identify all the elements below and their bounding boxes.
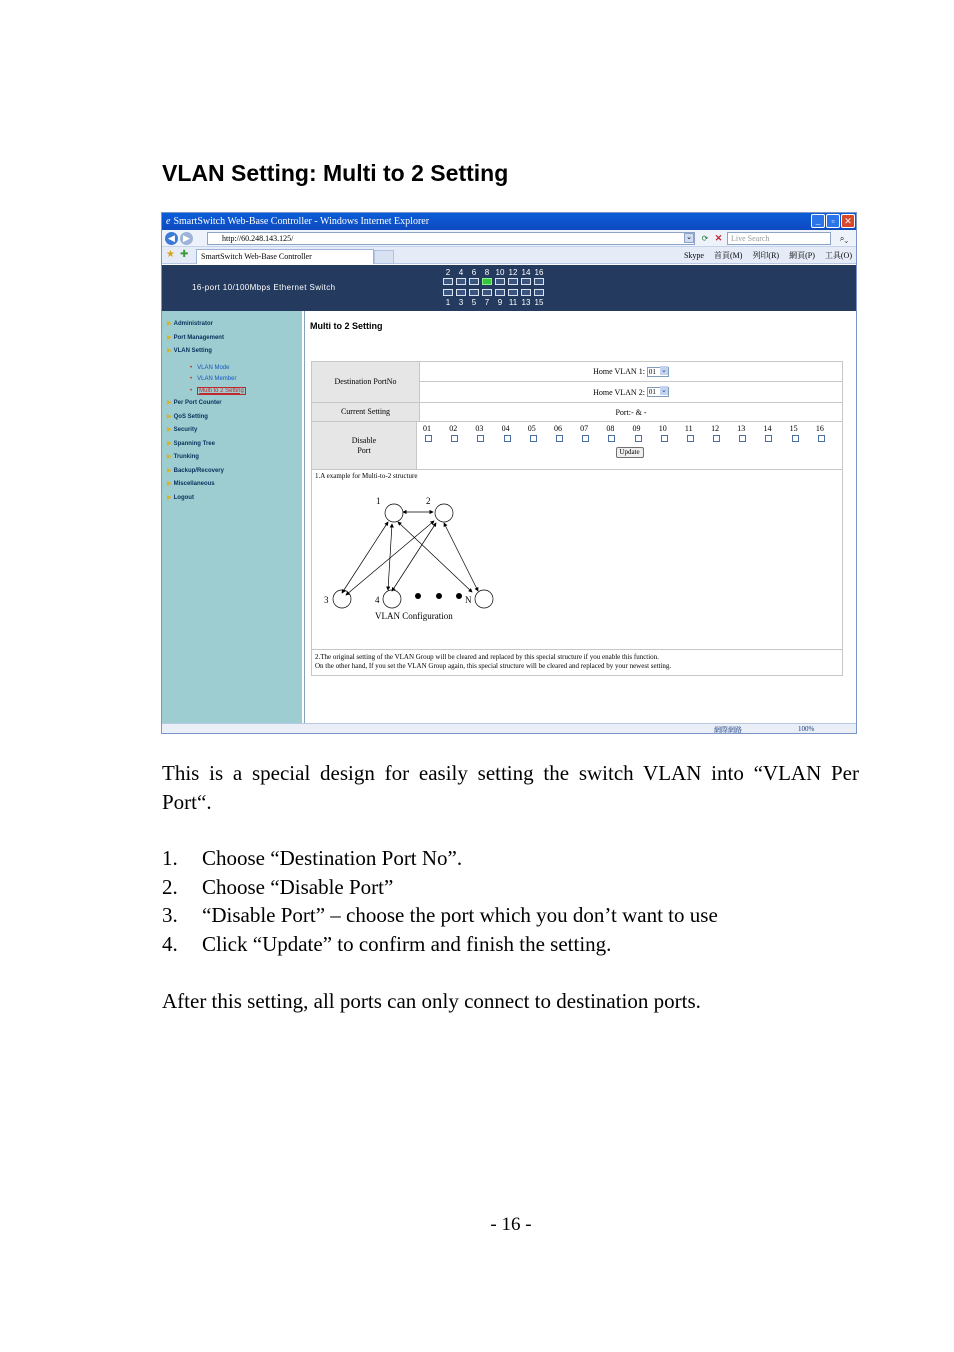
port-label: 03 [475, 424, 484, 433]
port-label: 09 [632, 424, 641, 433]
link-2-n [444, 523, 478, 591]
maximize-button[interactable]: ▫ [826, 214, 840, 228]
port-label: 04 [501, 424, 510, 433]
home-vlan1-label: Home VLAN 1: [593, 367, 645, 376]
intro-paragraph: This is a special design for easily setting the switch VLAN into “VLAN Per Port“. [162, 761, 859, 814]
port-led [534, 278, 544, 285]
port-label: 10 [658, 424, 667, 433]
home-vlan2-label: Home VLAN 2: [593, 387, 645, 397]
disable-port-cell [502, 424, 528, 442]
disable-port-cell [606, 424, 632, 442]
bullet-icon: • [190, 376, 193, 382]
port-led [482, 278, 492, 285]
sidebar-subitem[interactable] [190, 364, 229, 372]
port-number-bottom: 1 [445, 298, 451, 307]
port-label: 06 [553, 424, 562, 433]
sidebar-item[interactable] [167, 320, 213, 328]
step-item [162, 930, 718, 959]
port-label: 15 [789, 424, 798, 433]
favorites-star-icon[interactable]: ★ [166, 249, 175, 260]
sidebar-label: Security [173, 427, 198, 433]
arrow-icon: ▶ [167, 427, 172, 433]
node-2 [435, 504, 453, 522]
ie-icon: e [166, 216, 171, 227]
sidebar-label: Port Management [173, 334, 224, 341]
sidebar-item[interactable] [167, 426, 197, 434]
arrow-icon: ▶ [167, 494, 172, 501]
disable-port-cell [711, 424, 737, 442]
ellipsis-dot [436, 593, 442, 599]
port-label: 12 [711, 424, 720, 433]
closing-paragraph: After this setting, all ports can only connect to destination ports. [162, 989, 701, 1013]
tab-smartswitch[interactable]: SmartSwitch Web-Base Controller [196, 249, 374, 264]
new-tab-button[interactable] [374, 250, 394, 264]
home-vlan2-select[interactable]: 01 ⌄ [647, 387, 669, 397]
port-number-bottom: 9 [497, 298, 503, 307]
sidebar-item[interactable] [167, 334, 224, 342]
port-label: 02 [449, 424, 458, 433]
disable-port-cell [423, 424, 449, 442]
disable-port-cell [449, 424, 475, 442]
arrow-icon: ▶ [167, 400, 172, 406]
browser-screenshot [161, 212, 857, 734]
sidebar-sublabel: VLAN Mode [197, 364, 230, 371]
sidebar-item[interactable] [167, 494, 194, 502]
node-label-1: 1 [376, 496, 381, 506]
port-led [469, 278, 479, 285]
step-text: “Disable Port” – choose the port which you don’t want to use [202, 903, 718, 927]
step-item [162, 844, 718, 873]
port-label: 16 [815, 424, 824, 433]
sidebar-subitem[interactable] [190, 375, 236, 383]
example-diagram-area [312, 470, 842, 650]
sidebar-label: QoS Setting [173, 413, 208, 420]
bullet-icon: • [190, 387, 193, 394]
port-led [495, 289, 505, 296]
status-zone: 網際網路 [714, 726, 742, 734]
disable-port-cell [659, 424, 685, 442]
disable-port-checkbox[interactable] [687, 435, 694, 442]
port-number-top: 14 [521, 268, 531, 277]
disable-port-cell [737, 424, 763, 442]
node-label-2: 2 [426, 496, 431, 506]
sidebar-item[interactable] [167, 480, 215, 488]
current-setting-value: Port:- & - [615, 407, 647, 417]
port-led [482, 289, 492, 296]
address-input[interactable]: http://60.248.143.125/ [207, 232, 695, 245]
sidebar-sublabel: Multi to 2 Setting [199, 387, 244, 394]
disable-port-checkbox[interactable] [635, 435, 642, 442]
disable-port-checkbox[interactable] [818, 435, 825, 442]
disable-port-cell [763, 424, 789, 442]
port-number-top: 12 [508, 268, 518, 277]
search-input[interactable]: Live Search [727, 232, 831, 245]
step-number: 3. [162, 903, 178, 927]
multi-to-2-form [311, 361, 843, 676]
port-led [521, 278, 531, 285]
toolbar-tools[interactable]: 工具(O) [824, 251, 852, 260]
disable-port-checkbox[interactable] [608, 435, 615, 442]
steps-list [162, 844, 718, 958]
sidebar-label: Backup/Recovery [173, 467, 224, 474]
port-number-top: 4 [458, 268, 464, 277]
port-led [508, 289, 518, 296]
sidebar-label: Logout [173, 494, 194, 501]
minimize-button[interactable]: _ [811, 214, 825, 228]
port-number-top: 16 [534, 268, 544, 277]
arrow-icon: ▶ [167, 413, 172, 420]
sidebar-item[interactable] [167, 399, 222, 407]
add-favorites-icon[interactable]: ✚ [180, 249, 189, 260]
step-item [162, 873, 718, 902]
port-led [443, 289, 453, 296]
disable-port-checkbox[interactable] [425, 435, 432, 442]
port-number-bottom: 13 [521, 298, 531, 307]
close-button[interactable]: ✕ [841, 214, 855, 228]
arrow-icon: ▶ [167, 467, 172, 474]
forward-icon[interactable]: ▶ [180, 232, 193, 245]
disable-port-cell [528, 424, 554, 442]
sidebar-item[interactable] [167, 453, 199, 461]
ellipsis-dot [415, 593, 421, 599]
disable-port-cell [580, 424, 606, 442]
bullet-icon: • [190, 364, 193, 371]
disable-port-grid [417, 422, 842, 442]
arrow-icon: ▶ [167, 321, 172, 327]
port-led [456, 289, 466, 296]
disable-port-cell [790, 424, 816, 442]
sidebar-label: VLAN Setting [173, 348, 212, 354]
link-2-4 [392, 523, 436, 591]
disable-port-checkbox[interactable] [713, 435, 720, 442]
link-2-3 [346, 521, 434, 595]
port-number-bottom: 5 [471, 298, 477, 307]
arrow-icon: ▶ [167, 334, 172, 341]
stop-icon[interactable]: ✕ [714, 233, 723, 243]
page-number: - 16 - [490, 1214, 532, 1235]
port-label: 11 [684, 424, 693, 433]
disable-port-checkbox[interactable] [792, 435, 799, 442]
toolbar-page[interactable]: 網頁(P) [789, 251, 815, 260]
disable-port-checkbox[interactable] [477, 435, 484, 442]
sidebar-item[interactable] [167, 440, 215, 448]
step-number: 1. [162, 846, 178, 870]
window-title: SmartSwitch Web-Base Controller - Windows Internet Explorer [173, 216, 430, 227]
sidebar-label: Miscellaneous [173, 481, 215, 487]
status-bar [162, 723, 856, 734]
disable-port-checkbox[interactable] [504, 435, 511, 442]
refresh-icon[interactable]: ⟳ [701, 234, 709, 243]
window-titlebar [162, 213, 856, 230]
port-led [534, 289, 544, 296]
node-1 [385, 504, 403, 522]
sidebar-label: Trunking [173, 454, 199, 460]
switch-banner [162, 265, 856, 311]
home-vlan1-select[interactable]: 01 ⌄ [647, 367, 669, 377]
node-label-n: N [465, 595, 472, 605]
port-number-bottom: 15 [534, 298, 544, 307]
disable-port-label: Disable Port [312, 422, 417, 469]
current-setting-label: Current Setting [312, 403, 420, 421]
port-led [443, 278, 453, 285]
step-number: 4. [162, 931, 178, 956]
port-label: 01 [423, 424, 431, 433]
note-text: 2.The original setting of the VLAN Group will be cleared and replaced by this special structure if you enable this function. On the other hand, If you set the VLAN Group again, this special structure will be cleared and replaced by your newest setting. [315, 653, 672, 670]
port-label: 05 [527, 424, 536, 433]
step-item [162, 901, 718, 930]
port-number-top: 6 [471, 268, 477, 277]
toolbar-print[interactable]: 列印(R) [752, 251, 780, 260]
dest-port-label: Destination PortNo [312, 362, 420, 402]
command-toolbar [684, 250, 852, 261]
disable-port-cell [685, 424, 711, 442]
port-number-bottom: 11 [508, 298, 518, 307]
sidebar-item[interactable] [167, 347, 212, 355]
toolbar-skype[interactable]: Skype [683, 251, 704, 260]
diagram-caption: VLAN Configuration [375, 611, 453, 621]
step-number: 2. [162, 874, 178, 899]
port-led [508, 278, 518, 285]
node-n [475, 590, 493, 608]
port-led [456, 278, 466, 285]
address-bar-row [162, 230, 856, 247]
example-title: 1.A example for Multi-to-2 structure [315, 472, 418, 480]
disable-port-checkbox[interactable] [739, 435, 746, 442]
disable-port-checkbox[interactable] [451, 435, 458, 442]
node-label-4: 4 [375, 595, 380, 605]
sidebar-menu [162, 311, 302, 723]
port-led [495, 278, 505, 285]
disable-port-checkbox[interactable] [556, 435, 563, 442]
port-number-top: 10 [495, 268, 505, 277]
disable-port-cell [633, 424, 659, 442]
port-number-bottom: 7 [484, 298, 490, 307]
node-4 [383, 590, 401, 608]
port-label: 07 [580, 424, 589, 433]
disable-port-cell [554, 424, 580, 442]
main-content [304, 311, 856, 723]
port-number-top: 2 [445, 268, 451, 277]
back-icon[interactable]: ◀ [165, 232, 178, 245]
section-heading: VLAN Setting: Multi to 2 Setting [162, 160, 509, 186]
sidebar-subitem[interactable] [190, 387, 246, 395]
sidebar-label: Spanning Tree [173, 440, 215, 447]
disable-port-checkbox[interactable] [661, 435, 668, 442]
sidebar-label: Administrator [173, 321, 213, 327]
toolbar-home[interactable]: 首頁(M) [713, 251, 743, 260]
port-number-bottom: 3 [458, 298, 464, 307]
arrow-icon: ▶ [167, 454, 172, 460]
address-dropdown-icon[interactable]: ⌄ [684, 233, 694, 243]
arrow-icon: ▶ [167, 440, 172, 447]
port-number-top: 8 [484, 268, 490, 277]
arrow-icon: ▶ [167, 481, 172, 487]
arrow-icon: ▶ [167, 348, 172, 354]
disable-port-checkbox[interactable] [765, 435, 772, 442]
sidebar-item[interactable] [167, 413, 208, 421]
disable-port-checkbox[interactable] [530, 435, 537, 442]
step-text: Click “Update” to confirm and finish the setting. [202, 931, 612, 956]
sidebar-label: Per Port Counter [173, 400, 222, 406]
node-label-3: 3 [324, 595, 329, 605]
search-icon[interactable]: ⌕⌄ [839, 234, 849, 243]
content-title: Multi to 2 Setting [310, 321, 383, 331]
sidebar-item[interactable] [167, 467, 224, 475]
tab-bar [162, 247, 856, 264]
step-text: Choose “Destination Port No”. [202, 846, 463, 870]
port-label: 14 [763, 424, 772, 433]
update-button[interactable]: Update [616, 447, 644, 458]
sidebar-sublabel: VLAN Member [197, 376, 237, 382]
link-1-3 [342, 522, 388, 593]
port-led [521, 289, 531, 296]
disable-port-cell [816, 424, 842, 442]
port-label: 13 [737, 424, 746, 433]
vlan-configuration-diagram [312, 470, 844, 650]
zoom-level[interactable]: 100% [798, 725, 815, 733]
step-text: Choose “Disable Port” [202, 874, 394, 899]
banner-title: 16-port 10/100Mbps Ethernet Switch [192, 283, 336, 292]
port-label: 08 [606, 424, 615, 433]
port-led [469, 289, 479, 296]
disable-port-cell [475, 424, 501, 442]
ellipsis-dot [456, 593, 462, 599]
disable-port-checkbox[interactable] [582, 435, 589, 442]
